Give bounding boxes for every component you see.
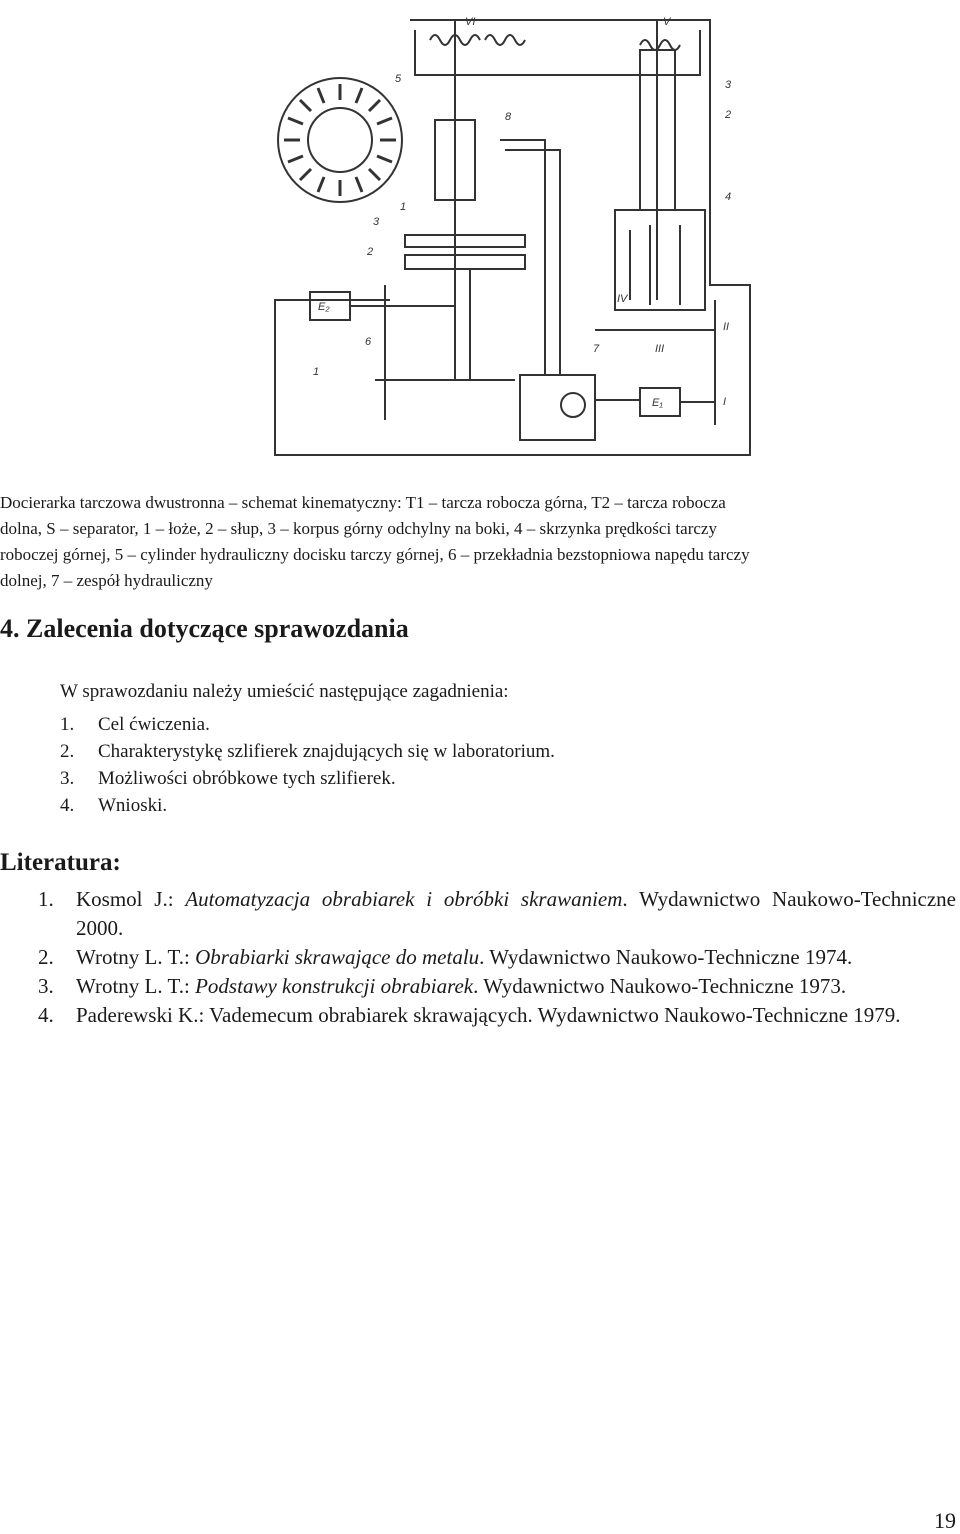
ref-title: Obrabiarki skrawające do metalu xyxy=(195,945,480,969)
ref-title: Automatyzacja obrabiarek i obróbki skrawaniem xyxy=(185,887,623,911)
item-text: Cel ćwiczenia. xyxy=(98,714,210,735)
label-3: 3 xyxy=(725,79,732,91)
report-intro: W sprawozdaniu należy umieścić następujące zagadnienia: xyxy=(60,681,509,702)
list-item xyxy=(60,765,555,792)
label-1: 1 xyxy=(313,366,320,378)
label-8: 8 xyxy=(505,111,512,123)
label-2-right: 2 xyxy=(725,109,732,121)
caption-line: roboczej górnej, 5 – cylinder hydrauliczny docisku tarczy górnej, 6 – przekładnia bezstopniowa napędu tarczy xyxy=(0,545,750,564)
caption-line: dolna, S – separator, 1 – łoże, 2 – słup, 3 – korpus górny odchylny na boki, 4 – skrzynka prędkości tarczy xyxy=(0,519,717,538)
literature-heading: Literatura: xyxy=(0,849,121,876)
label-e1: E₁ xyxy=(652,397,663,409)
ref-number: 4. xyxy=(38,1003,54,1027)
label-i: I xyxy=(723,396,727,408)
reference-item xyxy=(38,1001,956,1030)
label-4: 4 xyxy=(725,191,732,203)
label-7: 7 xyxy=(593,343,600,355)
item-text: Możliwości obróbkowe tych szlifierek. xyxy=(98,768,396,789)
label-3-left: 3 xyxy=(373,216,380,228)
item-text: Wnioski. xyxy=(98,795,168,816)
label-e2: E₂ xyxy=(318,301,330,313)
reference-item xyxy=(38,885,956,943)
ref-author: Wrotny L. T.: xyxy=(76,945,196,969)
item-number: 2. xyxy=(60,741,75,762)
ref-author: Kosmol J.: xyxy=(76,887,186,911)
ref-publisher: . Wydawnictwo Naukowo-Techniczne 1974. xyxy=(479,945,853,969)
caption-line: Docierarka tarczowa dwustronna – schemat kinematyczny: T1 – tarcza robocza górna, T2 – tarcza robocza xyxy=(0,493,726,512)
label-v: V xyxy=(663,16,671,28)
label-ii: II xyxy=(723,321,730,333)
item-number: 3. xyxy=(60,768,75,789)
label-5: 5 xyxy=(395,73,402,85)
kinematic-diagram-svg xyxy=(255,0,755,465)
list-item xyxy=(60,738,555,765)
ref-number: 2. xyxy=(38,945,54,969)
list-item xyxy=(60,711,555,738)
section-heading: 4. Zalecenia dotyczące sprawozdania xyxy=(0,614,409,643)
item-number: 4. xyxy=(60,795,75,816)
item-number: 1. xyxy=(60,714,75,735)
lower-disc xyxy=(405,255,525,269)
reference-item xyxy=(38,943,956,972)
reference-list xyxy=(38,885,956,1030)
label-1-top: 1 xyxy=(400,201,407,213)
label-iv: IV xyxy=(617,293,628,305)
ref-number: 1. xyxy=(38,887,54,911)
upper-disc xyxy=(405,235,525,247)
label-iii: III xyxy=(655,343,665,355)
figure-caption xyxy=(0,490,958,594)
ref-number: 3. xyxy=(38,974,54,998)
caption-line: dolnej, 7 – zespół hydrauliczny xyxy=(0,571,213,590)
ref-publisher: . Wydawnictwo Naukowo-Techniczne 2000. xyxy=(76,887,956,940)
gearbox xyxy=(615,210,705,310)
ref-title: Podstawy konstrukcji obrabiarek xyxy=(195,974,474,998)
reference-item xyxy=(38,972,956,1001)
disc-slots xyxy=(284,84,396,196)
machine-frame xyxy=(275,20,750,455)
kinematic-diagram xyxy=(255,0,755,465)
report-items xyxy=(60,711,555,819)
motor-e2 xyxy=(310,292,350,320)
item-text: Charakterystykę szlifierek znajdujących się w laboratorium. xyxy=(98,741,555,762)
list-item xyxy=(60,792,555,819)
label-2: 2 xyxy=(367,246,374,258)
ref-author: Wrotny L. T.: xyxy=(76,974,196,998)
page-number: 19 xyxy=(934,1508,956,1533)
label-6: 6 xyxy=(365,336,372,348)
ref-publisher: . Wydawnictwo Naukowo-Techniczne 1973. xyxy=(473,974,847,998)
label-vi: VI xyxy=(465,16,476,28)
ref-text: Paderewski K.: Vademecum obrabiarek skrawających. Wydawnictwo Naukowo-Techniczne 1979. xyxy=(76,1003,901,1027)
